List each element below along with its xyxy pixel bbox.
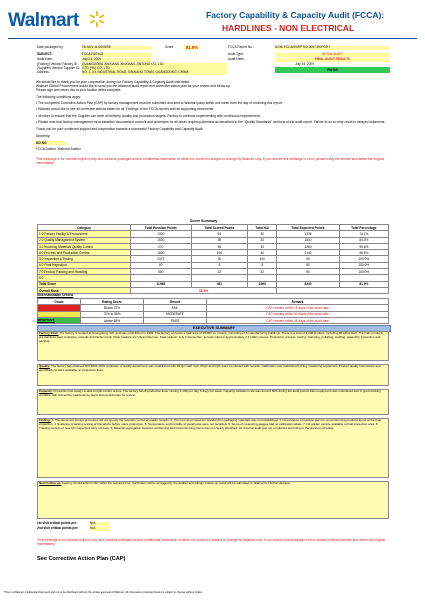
table-cell: 40: [248, 250, 277, 256]
table-cell: 59: [191, 237, 248, 243]
table-cell: 8340: [277, 281, 339, 287]
table-cell: Above 85%: [81, 317, 144, 323]
table-cell: 4.0 Process and Production Control: [38, 250, 131, 256]
table-cell: Below 70%: [81, 305, 144, 311]
date-value: 25-NOV-11/2009/RE: [82, 46, 152, 50]
table-cell: 30: [248, 231, 277, 237]
table-cell: 1500: [277, 237, 339, 243]
address-label: Address:: [37, 70, 50, 74]
table-cell: 2.0 Quality Management System: [38, 237, 131, 243]
col-header: Total Scored Points: [191, 225, 248, 231]
walmart-logo: Walmart: [8, 10, 79, 31]
table-cell: 69: [191, 243, 248, 249]
table-cell: 1306: [277, 231, 339, 237]
col-header: Total Possible Points: [131, 225, 192, 231]
table-cell: 1300: [131, 231, 192, 237]
exec-section-text: Production line design is able to fulfil current orders. The factory has 8 production lines running 1 shift per day, 6 days per week. Capacity utilisation rate was around 80% during the audit period. Main equipment was maintained and in good working condition with preventive maintenance plans and records kept for review.: [39, 389, 381, 397]
table-cell: 190: [191, 250, 248, 256]
follow1-label: 1st visit critical points per:: [37, 521, 78, 525]
table-cell: 100.0%: [339, 269, 388, 275]
closing-text: Thank you for your continued support and cooperation towards a successful Factory Capability and Capacity Audit.: [36, 126, 204, 131]
overall-rank-label: Overall Rank: [38, 287, 131, 293]
col-header: Total N/A: [248, 225, 277, 231]
important-notes: [37, 319, 389, 322]
intro-p1: We would like to thank you for your cooperation during our Factory Capability & Capacity Audit visit dated: [36, 80, 190, 84]
table-cell: 481: [191, 281, 248, 287]
condition-item: • Walmart would like to see all corrective actions taken for all ‘Findings’ in the FCCA reports with all supporting documents.: [36, 107, 215, 112]
exec-section-title: Factory Brief:: [39, 331, 59, 335]
condition-item: • The completed Corrective Action Plan (CAP) by factory management must be submitted and sent to Walmart party within one week from the day of receiving this report.: [36, 101, 283, 106]
audit-date-label: Audit Date:: [37, 57, 53, 61]
table-cell: CAP needed within 45 days of the audit date: [207, 317, 389, 323]
exec-section-quality: [37, 364, 389, 386]
table-cell: 30: [248, 243, 277, 249]
cap-title: See Corrective Action Plan (CAP): [37, 556, 126, 562]
report-header: [8, 8, 417, 46]
table-cell: 3372: [131, 256, 192, 262]
date-label: Date packaged by:: [37, 45, 64, 49]
table-cell: 95.6%: [339, 243, 388, 249]
exec-section-title: Capacity:: [39, 389, 53, 393]
table-cell: 81.9%: [339, 281, 388, 287]
table-cell: 1.0 Factory Facility & Environment: [38, 231, 131, 237]
exec-section-title: Next Follow up:: [39, 481, 62, 485]
table-cell: 11965: [131, 281, 192, 287]
table-cell: 1830: [131, 250, 192, 256]
page-footer: This is a Walmart confidential document and not to be distributed without the written approval of Walmart. All information contained herein is subject to change without notice.: [4, 591, 203, 594]
table-cell: Total Score: [38, 281, 131, 287]
table-cell: CAP needed within 30 days of the audit date: [207, 311, 389, 317]
intro-p2: Walmart Global Procurement would like to send you the attached audit report and corrective action plan for your review and follow-up.: [36, 84, 231, 89]
confidential-notice: This message is for internal recipient only and contains privileged and/or confidential information of which the content is subject to change by Walmart only. If you receive this message in error, please notify the sender and delete the original immediately.: [36, 157, 385, 166]
report-title: Factory Capability & Capacity Audit (FCCA):: [206, 10, 385, 20]
exec-section-finding: [37, 418, 389, 478]
audit-visits-label: Audit Visits:: [228, 57, 245, 61]
table-cell: 64: [191, 231, 248, 237]
important-title: IMPORTANT:: [37, 318, 55, 322]
col-header: Total Expected Points: [277, 225, 339, 231]
exec-confidential-notice: This message is for internal recipient only and contains privileged and/or confidential information of which the content is subject to change by Walmart only. If you receive this message in error, please notify the sender and delete the original immediately.: [37, 538, 386, 547]
supplier-value: GTD (HK) CO. LTD.: [82, 67, 227, 71]
table-cell: 3.0 Incoming Materials Quality Control: [38, 243, 131, 249]
col-header: Grade: [38, 299, 81, 305]
executive-summary-title: EXECUTIVE SUMMARY: [37, 325, 391, 332]
col-header: Total Percentage: [339, 225, 388, 231]
table-cell: 50: [277, 256, 339, 262]
auditor-signature: KD NG: [36, 141, 66, 145]
col-header: Category: [38, 225, 131, 231]
table-cell: 100.0%: [339, 262, 388, 268]
score-summary-table: [37, 224, 389, 294]
col-header: Rating Score: [81, 299, 144, 305]
table-cell: 84.3%: [339, 237, 388, 243]
table-cell: 2140: [277, 250, 339, 256]
table-cell: CAP needed within 15 days of the audit date: [207, 305, 389, 311]
exec-section-text: Factory should submit CAP within the required time. Verification will be arranged by the auditor accordingly. Follow-up result will be submitted to Walmart for further decision.: [62, 481, 292, 485]
table-cell: 500: [131, 269, 192, 275]
audit-type-label: Audit Type:: [228, 52, 244, 56]
overall-rank-row: [38, 287, 389, 293]
sincerely: Sincerely,: [36, 133, 51, 138]
follow1-value: N/A: [90, 522, 110, 526]
col-header: Result: [144, 299, 207, 305]
exec-section-title: Finding:: [39, 418, 51, 422]
legend-title: Understandable Criteria: [37, 293, 74, 297]
intro-p3: Please sign and return this to your Auditor when complete.: [36, 88, 122, 93]
table-cell: 100: [248, 256, 277, 262]
table-cell: PASS: [144, 317, 207, 323]
subject-value: FCCA RATING: [82, 53, 152, 57]
table-cell: 100.0%: [339, 256, 388, 262]
supplier-label: (Supplier) Vendor/ Supplier ID:: [37, 66, 81, 70]
table-cell: 5: [191, 262, 248, 268]
table-cell: 90: [277, 269, 339, 275]
audit-type-value: INITIAL AUDIT: [275, 53, 390, 57]
table-cell: 30: [191, 256, 248, 262]
table-cell: 32: [248, 269, 277, 275]
exec-section-title: Quality:: [39, 364, 51, 368]
table-cell: FAIL: [144, 305, 207, 311]
factory-label: (Factory) Vendor/ Factory ID:: [37, 62, 79, 66]
table-cell: 1500: [131, 237, 192, 243]
address-value: NO. 1, XX INDUSTRIAL ROAD, XINXIANG TOWN, GUANGDONG, CHINA: [82, 71, 227, 75]
table-cell: 70% to 85%: [81, 311, 144, 317]
exec-section-text: 1. The document control procedure did not specify the retention period of quality records. 2. The incoming inspection standard for packaging materials was not established. 3. No evidence of reaction plan for nonconforming products found at the final inspection. 4. Evidence of lacking testing of first article before mass production. 5. Temperature and humidity of warehouse were not recorded. 6. Some of measuring gauges had no calibration labels. 7. No golden sample available at final inspection area. 8. Training records of new QC inspectors were not kept. 9. Material segregation between conforming and nonconforming items was not clearly identified. 10. Internal audit was not conducted according to the planned schedule.: [39, 418, 381, 430]
table-cell: MODERATE: [144, 311, 207, 317]
table-cell: 80: [131, 262, 192, 268]
exec-section-followup: [37, 481, 389, 519]
header-divider: [8, 38, 417, 39]
report-no-value: DGW-FCCA/09/RPT00-0097-REPORT: [275, 46, 390, 50]
report-subtitle: HARDLINES - NON ELECTRICAL: [222, 23, 355, 33]
auditor-title: FCCA Auditor, Walmart Auditor: [36, 147, 81, 152]
score-value: 81.9%: [186, 45, 198, 50]
table-cell: 20: [248, 237, 277, 243]
audit-visits-value: FINAL AUDIT RESULTS: [275, 58, 390, 62]
table-cell: 74.1%: [339, 231, 388, 237]
table-cell: 270: [131, 243, 192, 249]
table-cell: 96.6%: [339, 250, 388, 256]
audit-date-2: July 24, 2009: [295, 62, 314, 66]
intro-text: [36, 80, 391, 165]
col-header: Remark: [207, 299, 389, 305]
table-cell: 32: [191, 269, 248, 275]
table-cell: 1260: [277, 243, 339, 249]
exec-section-capacity: [37, 389, 389, 415]
walmart-spark-icon: [88, 10, 106, 28]
condition-item: • Vendors to ensure that the Supplier can meet all delivery, quality and production targets. Factory to continue implementing with continuous improvement.: [36, 113, 261, 118]
exec-section-text: The factory is located at Guangdong, GD, and was established in 1993. The factory occupies a total area of 26,000 sq. meters, consisting of 5 manufacturing buildings. There is a total of 1,200 workers, including 60 office staff. The main products are stainless steel cookware, utensils and kitchen tools. Main markets are US and Europe. Peak season: July to November, annual output is approximately 1.3 million pieces. Production process: cutting, stamping, polishing, welding, assembly, inspection and packing.: [39, 331, 384, 343]
table-cell: 5: [248, 262, 277, 268]
table-cell: 8.0: [38, 275, 131, 281]
exec-section-factory: [37, 331, 389, 361]
follow2-label: 2nd visit critical points per:: [37, 526, 79, 530]
table-cell: 6.0 Final Inspection: [38, 262, 131, 268]
exec-section-text: The factory has obtained ISO 9001:2000 certificate. A quality department was established with 35 QC staff. IQC, IPQC and FQC were conducted with records. Calibration was maintained for key measuring equipment. Product quality instructions and specifications were available on production lines.: [39, 364, 381, 372]
table-cell: 1560: [248, 281, 277, 287]
table-cell: 7.0 Product Packing and Handling: [38, 269, 131, 275]
conditions-title: The following conditions apply:: [36, 95, 81, 100]
score-summary-title: Score Summary: [190, 219, 218, 223]
result-badge: PASS: [275, 67, 390, 73]
table-cell: [277, 287, 389, 293]
audit-date-value: July 24, 2009: [82, 58, 152, 62]
table-cell: 5.0 Inspection & Testing: [38, 256, 131, 262]
subject-label: SUBJECT:: [37, 52, 53, 56]
condition-item: • Please note that factory management must establish documented controls and processes for all areas requiring attention as described in the “Quality Standards” sections of the audit report. Failure to do so may result in delayed shipments.: [36, 119, 386, 124]
overall-rank-value: 81.9%: [131, 287, 277, 293]
factory-value: GUANGDONG XINXIANG XINXIANG JINTONG CO. LTD.: [82, 63, 227, 67]
report-no-label: FCCA Report No.:: [228, 45, 254, 49]
score-label: Score:: [165, 45, 175, 49]
table-cell: 80: [277, 262, 339, 268]
follow2-value: N/A: [90, 527, 110, 531]
